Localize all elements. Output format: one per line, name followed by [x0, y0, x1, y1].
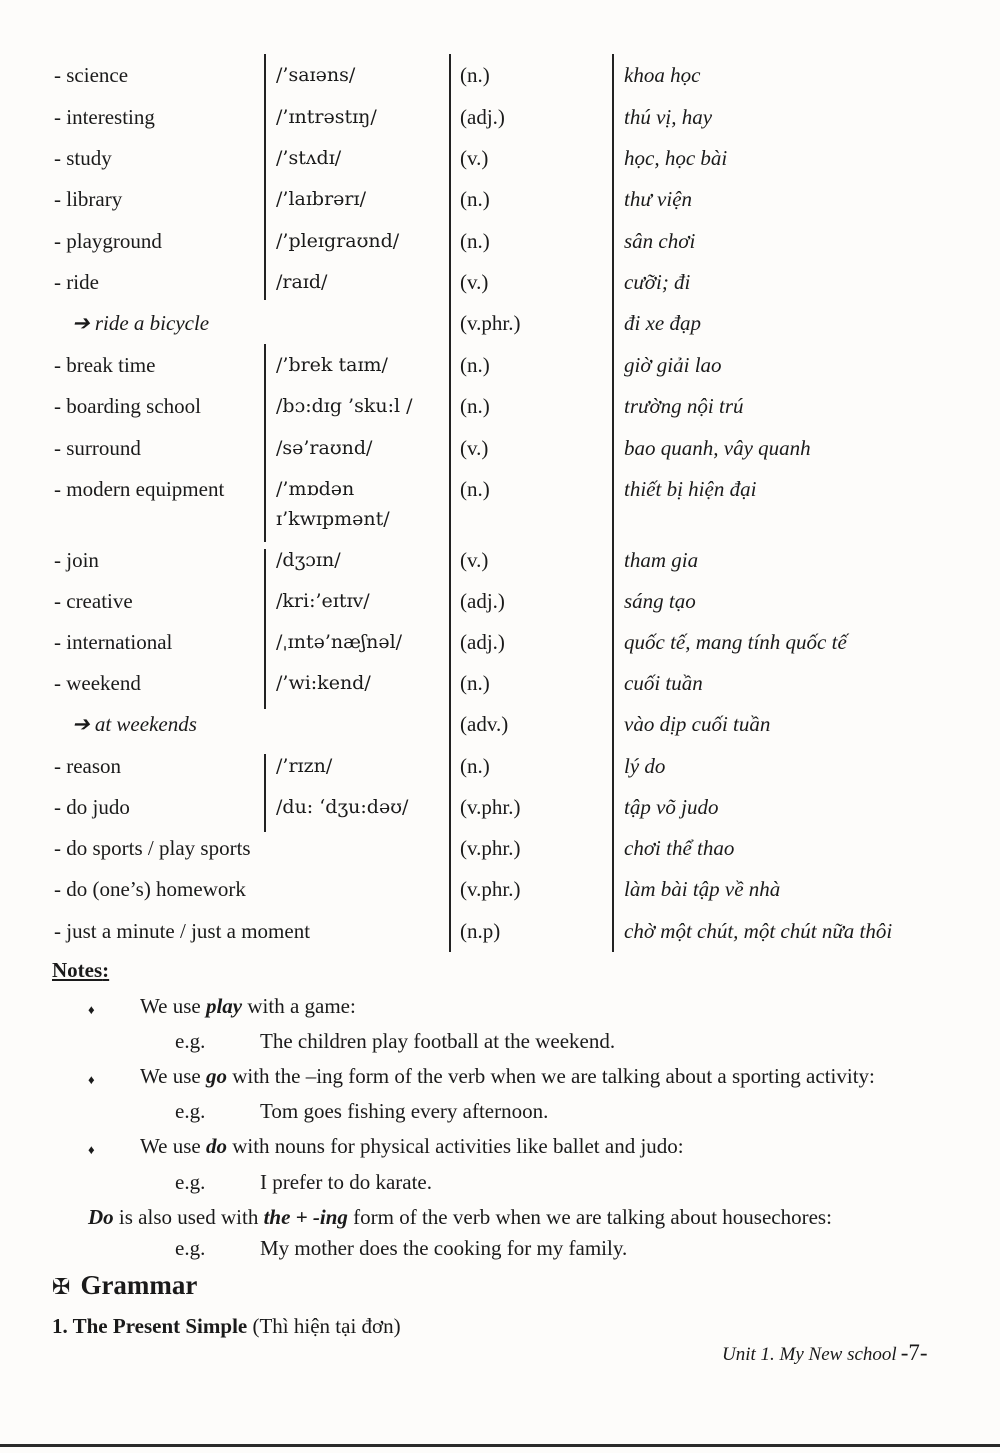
column-divider: [612, 54, 614, 952]
note-do-ing: Do is also used with the + -ing form of the verb when we are talking about housechores:: [88, 1205, 832, 1229]
vocab-meaning: tập võ judo: [624, 795, 719, 819]
vocab-ipa: /ˌɪntə’næʃnəl/: [276, 631, 403, 653]
vocab-meaning: chờ một chút, một chút nữa thôi: [624, 919, 893, 943]
vocab-pos: (v.): [460, 548, 489, 572]
bottom-rule: [0, 1444, 1000, 1447]
vocab-meaning: thư viện: [624, 187, 693, 211]
example-text: I prefer to do karate.: [260, 1170, 432, 1194]
vocab-ipa: /’saɪəns/: [276, 64, 356, 86]
eg-label: e.g.: [175, 1170, 206, 1194]
vocab-ipa: /’laɪbrərɪ/: [276, 188, 366, 210]
page-number: -7-: [900, 1340, 928, 1365]
vocab-ipa: /dʒɔɪn/: [276, 549, 341, 571]
cross-icon: ✠: [52, 1275, 71, 1300]
vocab-word: - join: [54, 548, 99, 572]
vocab-word: - just a minute / just a moment: [54, 919, 311, 943]
vocab-meaning: bao quanh, vây quanh: [624, 436, 811, 460]
vocab-word: - playground: [54, 229, 162, 253]
bullet-icon: ♦: [88, 1072, 95, 1087]
vocab-pos: (v.): [460, 436, 489, 460]
vocab-pos: (v.phr.): [460, 877, 521, 901]
vocab-ipa: /kri:’eɪtɪv/: [276, 590, 370, 612]
vocab-ipa: /’brek taɪm/: [276, 354, 388, 376]
vocab-meaning: sáng tạo: [624, 589, 696, 613]
vocab-pos: (v.phr.): [460, 795, 521, 819]
notes-heading: Notes:: [52, 958, 110, 982]
vocab-pos: (n.): [460, 477, 490, 501]
note-play: We use play with a game:: [140, 994, 356, 1018]
bullet-icon: ♦: [88, 1002, 95, 1017]
vocab-ipa: /du: ‘dʒu:dəʊ/: [276, 796, 409, 818]
eg-label: e.g.: [175, 1029, 206, 1053]
vocab-pos: (n.): [460, 229, 490, 253]
column-divider: [449, 54, 451, 952]
vocab-meaning: thiết bị hiện đại: [624, 477, 757, 501]
vocab-meaning: tham gia: [624, 548, 699, 572]
vocab-word: - break time: [54, 353, 156, 377]
note-go: We use go with the –ing form of the verb when we are talking about a sporting activity:: [140, 1064, 875, 1088]
vocab-meaning: sân chơi: [624, 229, 696, 253]
vocab-word: - international: [54, 630, 173, 654]
vocab-word: - modern equipment: [54, 477, 225, 501]
example-text: Tom goes fishing every afternoon.: [260, 1099, 549, 1123]
vocab-word: - creative: [54, 589, 133, 613]
note-do: We use do with nouns for physical activities like ballet and judo:: [140, 1134, 684, 1158]
vocab-meaning: trường nội trú: [624, 394, 744, 418]
vocab-meaning: chơi thể thao: [624, 836, 735, 860]
column-divider: [264, 549, 266, 709]
example-text: My mother does the cooking for my family.: [260, 1236, 628, 1260]
vocab-meaning: lý do: [624, 754, 666, 778]
vocab-word: - library: [54, 187, 123, 211]
vocab-ipa: /bɔ:dɪg ’sku:l /: [276, 395, 413, 417]
vocab-pos: (v.phr.): [460, 836, 521, 860]
vocab-word: - science: [54, 63, 129, 87]
vocab-meaning: vào dịp cuối tuần: [624, 712, 771, 736]
vocab-ipa: /’wi:kend/: [276, 672, 371, 694]
vocab-word: ➔ at weekends: [72, 712, 197, 736]
vocab-ipa-line: ɪ’kwɪpmənt/: [276, 508, 390, 530]
vocab-meaning: thú vị, hay: [624, 105, 713, 129]
vocab-ipa: [276, 474, 390, 534]
vocab-ipa: /’ɪntrəstɪŋ/: [276, 106, 377, 128]
vocab-pos: (adj.): [460, 589, 505, 613]
column-divider: [264, 754, 266, 832]
vocab-pos: (adj.): [460, 630, 505, 654]
vocab-word: - weekend: [54, 671, 141, 695]
example-text: The children play football at the weekend.: [260, 1029, 616, 1053]
vocab-meaning: đi xe đạp: [624, 311, 701, 335]
vocab-pos: (n.): [460, 671, 490, 695]
vocab-pos: (adj.): [460, 105, 505, 129]
column-divider: [264, 54, 266, 300]
bullet-icon: ♦: [88, 1142, 95, 1157]
grammar-heading: ✠ Grammar: [52, 1270, 198, 1300]
vocab-word: - reason: [54, 754, 122, 778]
vocab-word: ➔ ride a bicycle: [72, 311, 210, 335]
vocab-word: - do (one’s) homework: [54, 877, 246, 901]
vocab-meaning: cưỡi; đi: [624, 270, 691, 294]
vocab-word: - do judo: [54, 795, 130, 819]
eg-label: e.g.: [175, 1236, 206, 1260]
vocab-pos: (n.): [460, 63, 490, 87]
vocab-pos: (n.): [460, 187, 490, 211]
vocab-pos: (v.): [460, 270, 489, 294]
eg-label: e.g.: [175, 1099, 206, 1123]
page-footer: Unit 1. My New school -7-: [722, 1340, 928, 1365]
vocab-ipa: /raɪd/: [276, 271, 328, 293]
vocab-meaning: khoa học: [624, 63, 701, 87]
vocab-pos: (n.): [460, 353, 490, 377]
vocab-word: - do sports / play sports: [54, 836, 251, 860]
vocab-meaning: học, học bài: [624, 146, 728, 170]
vocab-pos: (n.p): [460, 919, 501, 943]
vocab-pos: (n.): [460, 754, 490, 778]
vocab-pos: (v.phr.): [460, 311, 521, 335]
vocab-ipa: /’pleɪgraʊnd/: [276, 230, 400, 252]
vocab-meaning: giờ giải lao: [624, 353, 722, 377]
vocabulary-table: [52, 54, 942, 952]
vocab-pos: (v.): [460, 146, 489, 170]
vocab-pos: (n.): [460, 394, 490, 418]
vocab-ipa-line: /’mɒdən: [276, 478, 355, 500]
column-divider: [264, 344, 266, 542]
vocab-pos: (adv.): [460, 712, 509, 736]
vocab-ipa: /sə’raʊnd/: [276, 437, 373, 459]
vocab-word: - interesting: [54, 105, 155, 129]
vocab-word: - boarding school: [54, 394, 201, 418]
vocab-meaning: cuối tuần: [624, 671, 703, 695]
vocab-meaning: quốc tế, mang tính quốc tế: [624, 630, 847, 654]
vocab-meaning: làm bài tập về nhà: [624, 877, 781, 901]
vocab-word: - study: [54, 146, 112, 170]
vocab-word: - ride: [54, 270, 99, 294]
vocab-ipa: /’rɪzn/: [276, 755, 333, 777]
vocab-word: - surround: [54, 436, 141, 460]
section-heading: 1. The Present Simple (Thì hiện tại đơn): [52, 1314, 401, 1338]
vocab-ipa: /’stʌdɪ/: [276, 147, 342, 169]
